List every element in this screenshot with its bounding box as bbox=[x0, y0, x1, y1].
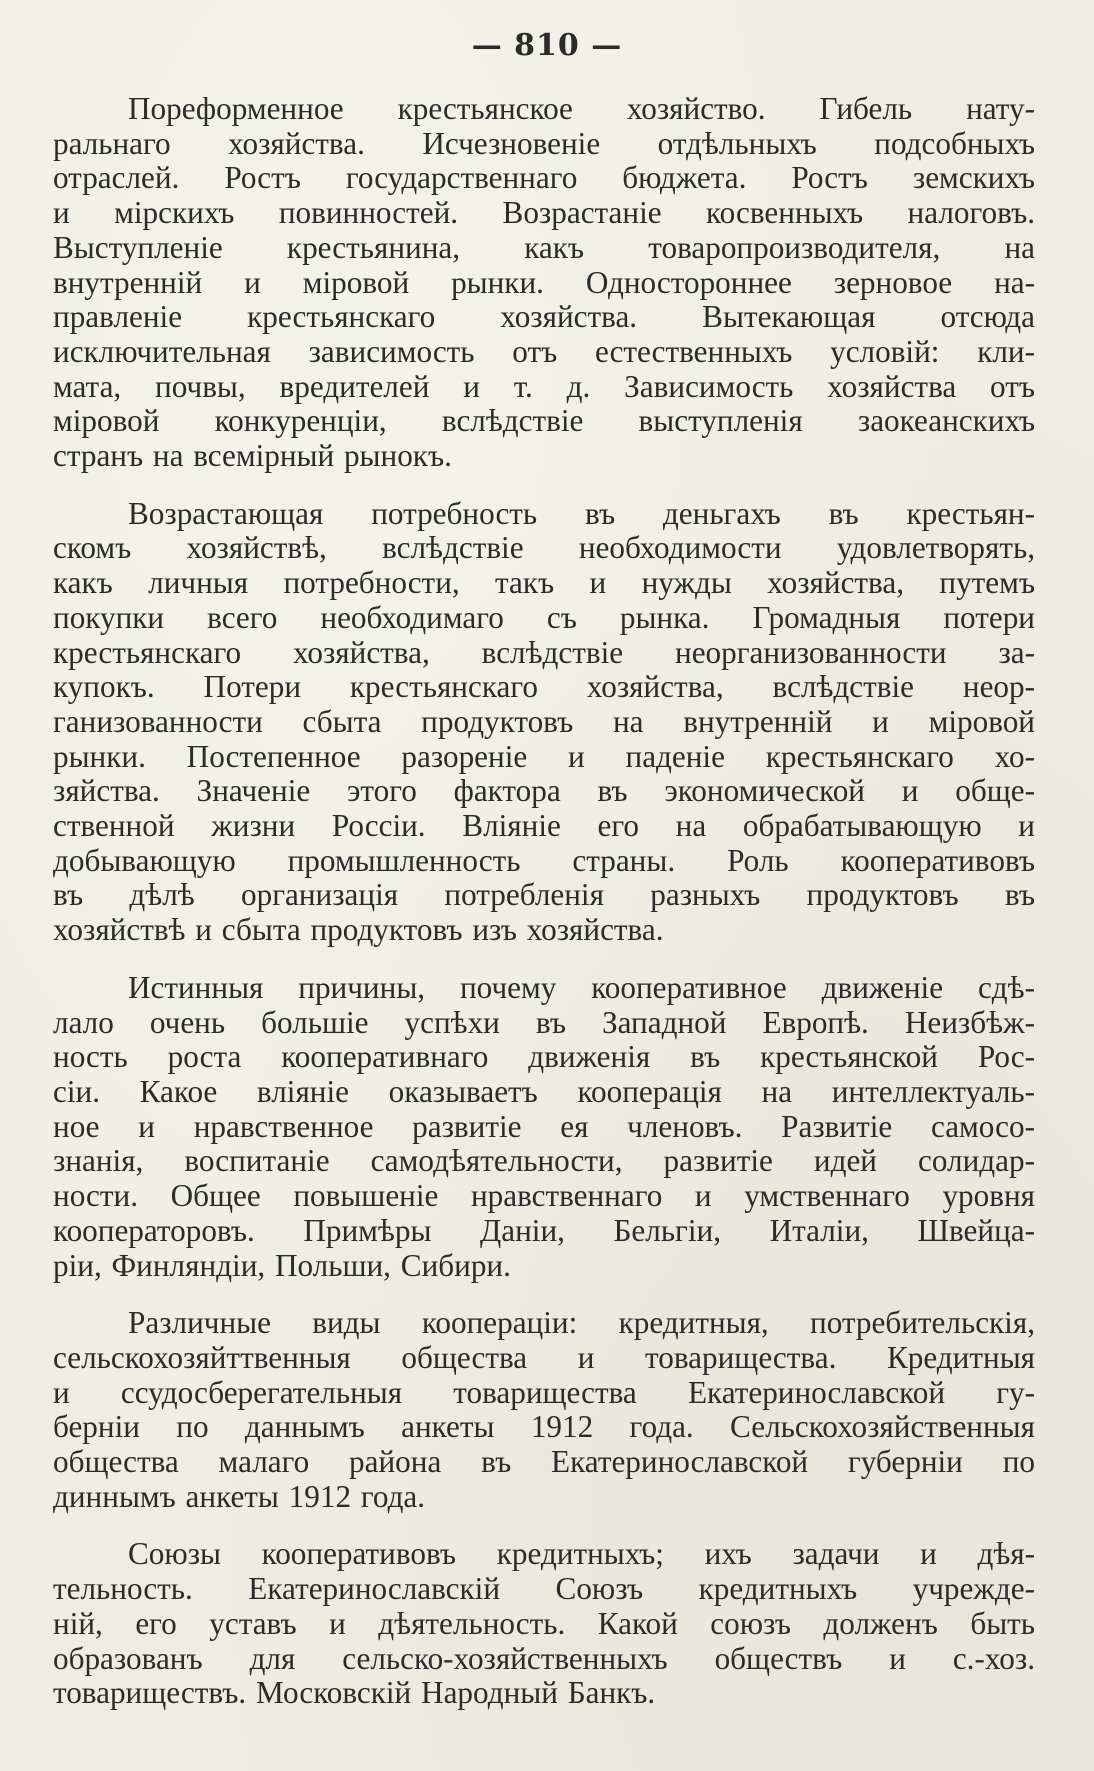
text-line: хозяйствѣ и сбыта продуктовъ изъ хозяйства. bbox=[53, 912, 664, 948]
text-line: мата, почвы, вредителей и т. д. Зависимость хозяйства отъ bbox=[53, 368, 1035, 404]
text-line: Выступленіе крестьянина, какъ товаропроизводителя, на bbox=[53, 229, 1035, 265]
text-line: отраслей. Ростъ государственнаго бюджета. Ростъ земскихъ bbox=[53, 160, 1035, 196]
text-line: ственной жизни Россіи. Вліяніе его на обрабатывающую и bbox=[53, 808, 1035, 844]
text-line: добывающую промышленность страны. Роль кооперативовъ bbox=[53, 842, 1035, 878]
text-line: какъ личныя потребности, такъ и нужды хозяйства, путемъ bbox=[53, 565, 1035, 601]
text-line: Возрастающая потребность въ деньгахъ въ крестьян- bbox=[128, 495, 1035, 531]
text-line: ность роста кооперативнаго движенія въ крестьянской Рос- bbox=[53, 1039, 1035, 1075]
text-line: зяйства. Значеніе этого фактора въ экономической и обще- bbox=[53, 773, 1035, 809]
text-line: ній, его уставъ и дѣятельность. Какой союзъ долженъ быть bbox=[53, 1605, 1035, 1641]
text-line: знанія, воспитаніе самодѣятельности, развитіе идей солидар- bbox=[53, 1143, 1035, 1179]
text-line: Различные виды коопераціи: кредитныя, потребительскія, bbox=[128, 1305, 1035, 1341]
paragraph bbox=[53, 1537, 1035, 1711]
text-line: покупки всего необходимаго съ рынка. Громадныя потери bbox=[53, 599, 1035, 635]
page-number: — 810 — bbox=[471, 28, 623, 63]
text-line: ганизованности сбыта продуктовъ на внутренній и міровой bbox=[53, 703, 1035, 739]
text-line: тельность. Екатеринославскій Союзъ кредитныхъ учрежде- bbox=[53, 1571, 1035, 1607]
text-line: исключительная зависимость отъ естественныхъ условій: кли- bbox=[53, 333, 1035, 369]
text-line: Истинныя причины, почему кооперативное движеніе сдѣ- bbox=[128, 969, 1035, 1005]
text-line: Пореформенное крестьянское хозяйство. Гибель нату- bbox=[128, 91, 1035, 126]
text-line: кооператоровъ. Примѣры Даніи, Бельгіи, Италіи, Швейца- bbox=[53, 1212, 1035, 1248]
text-line: внутренній и міровой рынки. Одностороннее зерновое на- bbox=[53, 264, 1035, 300]
text-line: и мірскихъ повинностей. Возрастаніе косвенныхъ налоговъ. bbox=[53, 195, 1035, 231]
text-line: образованъ для сельско-хозяйственныхъ обществъ и с.-хоз. bbox=[53, 1640, 1035, 1676]
paragraph bbox=[53, 497, 1035, 948]
text-line: ности. Общее повышеніе нравственнаго и умственнаго уровня bbox=[53, 1178, 1035, 1214]
text-line: въ дѣлѣ организація потребленія разныхъ продуктовъ въ bbox=[53, 877, 1035, 913]
page-body-text bbox=[53, 92, 1035, 1711]
text-line: общества малаго района въ Екатеринославской губерніи по bbox=[53, 1444, 1035, 1480]
paragraph bbox=[53, 971, 1035, 1283]
text-line: диннымъ анкеты 1912 года. bbox=[53, 1478, 426, 1514]
text-line: купокъ. Потери крестьянскаго хозяйства, вслѣдствіе неор- bbox=[53, 669, 1035, 705]
text-line: ральнаго хозяйства. Исчезновеніе отдѣльныхъ подсобныхъ bbox=[53, 125, 1035, 161]
text-line: лало очень большіе успѣхи въ Западной Европѣ. Неизбѣж- bbox=[53, 1004, 1035, 1040]
text-line: Союзы кооперативовъ кредитныхъ; ихъ задачи и дѣя- bbox=[128, 1536, 1035, 1572]
text-line: странъ на всемірный рынокъ. bbox=[53, 438, 452, 474]
text-line: рынки. Постепенное разореніе и паденіе крестьянскаго хо- bbox=[53, 738, 1035, 774]
text-line: скомъ хозяйствѣ, вслѣдствіе необходимости удовлетворять, bbox=[53, 530, 1035, 566]
text-line: крестьянскаго хозяйства, вслѣдствіе неорганизованности за- bbox=[53, 634, 1035, 670]
text-line: правленіе крестьянскаго хозяйства. Вытекающая отсюда bbox=[53, 299, 1035, 335]
text-line: берніи по даннымъ анкеты 1912 года. Сельскохозяйственныя bbox=[53, 1409, 1035, 1445]
text-line: сіи. Какое вліяніе оказываетъ кооперація на интеллектуаль- bbox=[53, 1073, 1035, 1109]
paragraph bbox=[53, 1306, 1035, 1514]
text-line: міровой конкуренціи, вслѣдствіе выступленія заокеанскихъ bbox=[53, 403, 1035, 439]
text-line: сельскохозяйттвенныя общества и товарищества. Кредитныя bbox=[53, 1339, 1035, 1375]
paragraph bbox=[53, 92, 1035, 474]
text-line: товариществъ. Московскій Народный Банкъ. bbox=[53, 1675, 656, 1711]
text-line: и ссудосберегательныя товарищества Екатеринославской гу- bbox=[53, 1374, 1035, 1410]
text-line: ріи, Финляндіи, Польши, Сибири. bbox=[53, 1247, 511, 1283]
text-line: ное и нравственное развитіе ея членовъ. Развитіе самосо- bbox=[53, 1108, 1035, 1144]
